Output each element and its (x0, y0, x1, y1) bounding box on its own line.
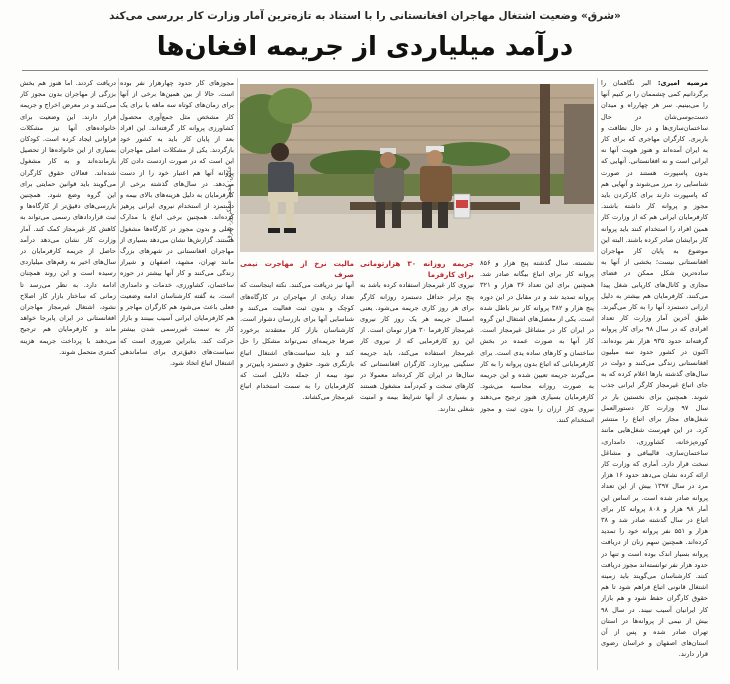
column-text: نشسته. سال گذشته پنج هزار و ۸۵۶ پروانه کار برای اتباع بیگانه صادر شد. همچنین برای این تعداد ۳۶ هزار و ۳۲۱ پروانه تمدید شد و در مقابل در این دوره پنج هزار و ۳۸۲ پروانه کار نیز باطل شده است. یکی از معضل‌های اشتغال این گروه در ایران کار در مشاغل غیرمجاز است. کار آنها به صورت عمده در بخش ساختمان و کارهای ساده یدی است. برای کارفرمایانی که اتباع بدون پروانه را به کار می‌گیرند جریمه تعیین شده و این جریمه به صورت روزانه محاسبه می‌شود. کارفرمایان بسیاری هنوز ترجیح می‌دهند نیروی کار ارزان را بدون ثبت و مجوز استخدام کنند. (480, 259, 594, 424)
column-text: البر نگاهمان را برگردانیم کمی چشممان را بر کنیم آنها را می‌بینیم. سر هر چهارراه و میدان دست‌بوسی‌شان در حال ساختمان‌سازی‌ها و در حال نظافت و باربری. کارگران مهاجری که برای کار به ایران آمده‌اند و هنوز هویت آنها نه ایرانی است و نه افغانستانی. آنهایی که بدون پاسپورت هستند در صورت شناسایی رد مرز می‌شوند و آنهایی هم که پاسپورت دارند برای کارکردن باید مجوز و پروانه کار داشته باشند. کارفرمایان ایرانی هم که از وزارت کار همین افراد را استخدام کنند باید پروانه کار برایشان صادر کرده باشند. البته این موضوع به پایان کار مهاجران افغانستانی نیست؛ بخشی از آنها به ساده‌ترین شکل ممکن در فضای مجازی و کانال‌های کاریابی شغل پیدا می‌کنند. کارفرمایان هم بیشتر به دلیل ارزانی دستمزد آنها را به کار می‌گیرند. طبق آخرین آمار وزارت کار تعداد افرادی که در سال ۹۸ برای کار پروانه گرفته‌اند حدود ۹۳۵ هزار نفر بوده‌اند. اکنون در کشور حدود سه میلیون افغانستانی زندگی می‌کنند و دولت در سال‌های گذشته بارها اعلام کرده که به جای اتباع غیرمجاز کارگر ایرانی جذب شوند. همچنین برای نخستین بار در سال ۹۷ وزارت کار دستورالعمل شغل‌های مجاز برای اتباع را منتشر کرد. در این فهرست شغل‌هایی مانند کوره‌پزخانه، کشاورزی، دامداری، ساختمان‌سازی، قالیبافی و مشاغل سخت قرار دارد. آماری که وزارت کار ارائه کرده نشان می‌دهد حدود ۱۶ هزار مرد در سال ۱۳۹۷ بیش از این تعداد پروانه صادر شده است. بر اساس این آمار ۹۸ هزار و ۸۰۸ پروانه کار برای اتباع در سال گذشته صادر شد و ۳۸ هزار و ۵۵۱ نفر پروانه خود را تمدید کرده‌اند. همچنین سهم زنان از دریافت پروانه بسیار اندک بوده است و تنها در حدود هزار نفر توانسته‌اند مجوز دریافت کنند. کارشناسان می‌گویند باید زمینه اشتغال قانونی اتباع فراهم شود تا هم حقوق کارگران حفظ شود و هم بازار کار ایرانیان آسیب نبیند. در سال ۹۸ بیش از نیمی از پروانه‌ها در استان تهران صادر شده و پس از آن استان‌های اصفهان و خراسان رضوی قرار دارند. (601, 79, 708, 659)
column-text: نیروی کار غیرمجاز استفاده کرده باشد به پنج برابر حداقل دستمزد روزانه کارگر برای هر روز کاری جریمه می‌شود. یعنی امسال جریمه هر یک روز کار نیروی غیرمجاز کارفرما ۳۰ هزار تومان است. از این رو کارفرمایی که از نیروی کار غیرمجاز استفاده می‌کند، باید جریمه سنگینی بپردازد. کارگران افغانستانی که سال‌ها در ایران کار کرده‌اند معمولا در کارهای سخت و کم‌درآمد مشغول هستند و بسیاری از آنها شرایط بیمه و امنیت شغلی ندارند. (360, 281, 474, 413)
article-column-6 (20, 78, 116, 670)
column-divider (118, 78, 119, 670)
column-divider (597, 78, 598, 670)
column-text: مجوزهای کار حدود چهارهزار نفر بوده است. حالا از بین همین‌ها برخی از آنها برای زمان‌های کوتاه سه ماهه یا برای یک کار مشخص مثل جمع‌آوری محصول کشاورزی پروانه کار گرفته‌اند. این افراد بعد از پایان کار باید به کشور خود بازگردند. یکی از مشکلات اصلی مهاجران این است که در صورت ازدست دادن کار پروانه آنها هم اعتبار خود را از دست می‌دهد. در سال‌های گذشته برخی از کارفرمایان به دلیل هزینه‌های بالای بیمه و دستمزد از استخدام نیروی ایرانی پرهیز کرده‌اند. همچنین برخی اتباع با مدارک جعلی و بدون مجوز در کارگاه‌ها مشغول هستند. گزارش‌ها نشان می‌دهد بسیاری از مهاجران افغانستانی در شهرهای بزرگ مانند تهران، مشهد، اصفهان و شیراز زندگی می‌کنند و کار آنها بیشتر در حوزه ساختمان، کشاورزی، خدمات و دامداری است. به گفته کارشناسان ادامه وضعیت فعلی باعث می‌شود هم کارگران مهاجر و هم کارفرمایان ایرانی آسیب ببینند و بازار کار به سمت غیررسمی شدن بیشتر حرکت کند. بنابراین ضروری است که سیاست‌های دقیق‌تری برای ساماندهی اشتغال اتباع اتخاذ شود. (120, 79, 234, 368)
article-headline: درآمد میلیاردی از جریمه افغان‌ها (156, 32, 574, 62)
article-column-1 (601, 78, 708, 670)
article-column-3 (360, 258, 474, 670)
article-column-5 (120, 78, 234, 670)
column-text: آنها نیز دریافت می‌کنند. نکته اینجاست که تعداد زیادی از مهاجران در کارگاه‌های کوچک و بدون ثبت فعالیت می‌کنند و شناسایی آنها برای بازرسان دشوار است. کارشناسان بازار کار معتقدند برخورد صرفا جریمه‌ای نمی‌تواند مشکل را حل کند و باید سیاست‌های اشتغال اتباع بازنگری شود. حقوق و دستمزد پایین‌تر و نبود بیمه از جمله دلایلی است که کارفرمایان را به سمت استخدام اتباع غیرمجاز می‌کشاند. (240, 281, 354, 402)
byline: مرضیه امیری: (657, 79, 708, 87)
top-divider (22, 70, 708, 71)
article-kicker: «شرق» وضعیت اشتغال مهاجران افغانستانی را با استناد به تازه‌ترین آمار وزارت کار بررسی می‌کند (109, 10, 621, 22)
subhead: جریمه روزانه ۳۰ هزارتومانی برای کارفرما (360, 259, 474, 280)
article-column-4 (240, 258, 354, 670)
article-photo (240, 84, 594, 252)
column-divider (237, 78, 238, 670)
subhead: مالیت نرخ از مهاجرت نیمی صرف (240, 259, 354, 280)
photo-credit: عکس: محمد عسکرپور، شرق (226, 165, 233, 240)
column-text: دریافت کردند. اما هنوز هم بخش بزرگی از مهاجران بدون مجوز کار می‌کنند و در معرض اخراج و جریمه قرار دارند. این وضعیت برای خانواده‌های آنها نیز مشکلات فراوانی ایجاد کرده است. کودکان بسیاری از این خانواده‌ها از تحصیل بازمانده‌اند و به کار مشغول شده‌اند. فعالان حقوق کارگران می‌گویند باید قوانین حمایتی برای این گروه وضع شود. همچنین بازرسی‌های دقیق‌تر از کارگاه‌ها و ثبت قراردادهای رسمی می‌تواند به کاهش کار غیرمجاز کمک کند. آمار وزارت کار نشان می‌دهد درآمد حاصل از جریمه کارفرمایان در سال‌های اخیر به رقم‌های میلیاردی رسیده است و این روند همچنان ادامه دارد. به نظر می‌رسد تا زمانی که ساختار بازار کار اصلاح نشود، اشتغال غیرمجاز مهاجران افغانستانی در ایران پابرجا خواهد ماند و کارفرمایان هم ترجیح می‌دهند با پرداخت جریمه هزینه کمتری متحمل شوند. (20, 79, 116, 356)
article-column-2 (480, 258, 594, 670)
